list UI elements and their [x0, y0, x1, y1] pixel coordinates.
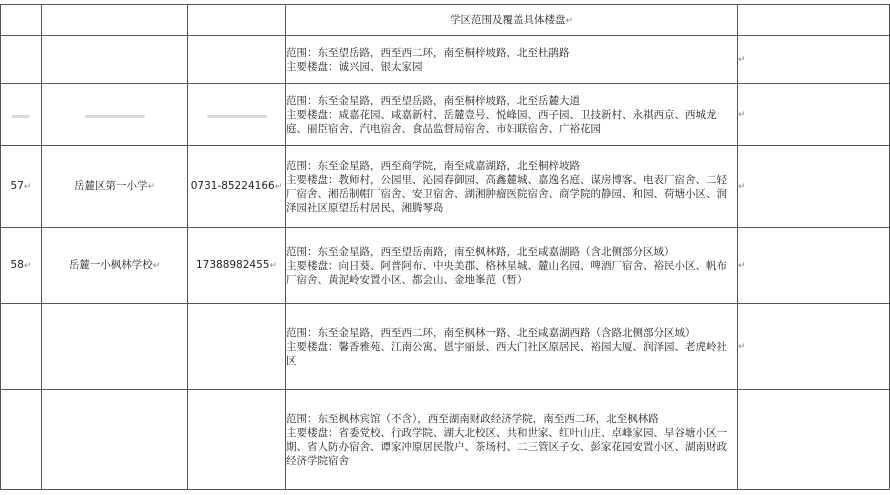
table-row — [1, 84, 890, 146]
note-cell: ↵ — [738, 36, 890, 84]
table-row — [1, 304, 890, 390]
estates-text: 主要楼盘：向日葵、阿普阿布、中央美郡、格林星城、麓山名园、啤酒厂宿舍、裕民小区、帆布厂宿舍、黄泥岭安置小区、都会山、金地峯范（暂） — [286, 259, 727, 286]
school-cell: 岳麓区第一小学↵ — [42, 146, 188, 228]
redacted-mark — [207, 115, 267, 118]
header-phone-cell — [188, 5, 286, 36]
phone-cell — [188, 84, 286, 146]
table-row — [1, 146, 890, 228]
phone-cell: 17388982455↵ — [188, 228, 286, 304]
phone-cell — [188, 304, 286, 390]
header-row — [1, 5, 890, 36]
note-cell — [738, 390, 890, 490]
range-text: 范围：东至金星路，西至商学院，南至咸嘉湖路，北至桐梓坡路 — [286, 159, 580, 172]
area-cell — [286, 36, 738, 84]
note-cell: ↵ — [738, 228, 890, 304]
note-cell: ↵ — [738, 84, 890, 146]
school-cell — [42, 390, 188, 490]
header-area-cell — [286, 5, 738, 36]
estates-text: 主要楼盘：省委党校、行政学院、湖大北校区、共和世家、红叶山庄、卓峰家园、早谷塘小区一期、省人防办宿舍、谭家冲原居民散户、茶场村、二三管区子女、彭家花园安置小区、湖南财政经济学院宿舍 — [286, 426, 727, 467]
header-area-title: 学区范围及覆盖具体楼盘 — [449, 13, 566, 26]
return-mark: ↵ — [565, 15, 574, 26]
note-cell: ↵ — [738, 304, 890, 390]
redacted-mark — [12, 115, 30, 118]
table-row — [1, 228, 890, 304]
header-num-cell — [1, 5, 42, 36]
school-district-table — [0, 4, 890, 490]
note-cell: ↵ — [738, 146, 890, 228]
estates-text: 主要楼盘：诚兴园、银太家园 — [286, 60, 423, 73]
range-text: 范围：东至望岳路，西至西二环，南至桐梓坡路，北至杜鹃路 — [286, 46, 570, 59]
area-cell — [286, 228, 738, 304]
area-cell — [286, 304, 738, 390]
table-row — [1, 36, 890, 84]
school-cell: 岳麓一小枫林学校↵ — [42, 228, 188, 304]
phone-cell — [188, 390, 286, 490]
school-cell — [42, 84, 188, 146]
phone-cell: 0731-85224166↵ — [188, 146, 286, 228]
num-cell — [1, 304, 42, 390]
range-text: 范围：东至金星路，西至西二环，南至枫林一路、北至咸嘉湖西路（含路北侧部分区域） — [286, 326, 696, 339]
num-cell — [1, 390, 42, 490]
num-cell: 58↵ — [1, 228, 42, 304]
area-cell — [286, 146, 738, 228]
num-cell: 57↵ — [1, 146, 42, 228]
header-school-cell — [42, 5, 188, 36]
num-cell — [1, 84, 42, 146]
header-note-cell — [738, 5, 890, 36]
table-row — [1, 390, 890, 490]
area-cell — [286, 390, 738, 490]
range-text: 范围：东至枫林宾馆（不含），西至湖南财政经济学院，南至西二环，北至枫林路 — [286, 412, 659, 425]
range-text: 范围：东至金星路，西至望岳南路，南至枫林路，北至咸嘉湖路（含北侧部分区域） — [286, 245, 675, 258]
num-cell — [1, 36, 42, 84]
estates-text: 主要楼盘：教师村，公园里、沁园春御园、高鑫麓城、嘉逸名庭、谋房博客、电表厂宿舍、二轻厂宿舍、湘岳制帽厂宿舍、安卫宿舍、湖湘肿瘤医院宿舍、商学院的静园、和园、荷塘小区、润泽园社区原望岳村居民、湘腾琴岛 — [286, 173, 727, 214]
estates-text: 主要楼盘：馨香雅苑、江南公寓、恩宇丽景、西大门社区原居民、裕园大厦、润泽园、老虎岭社区 — [286, 340, 727, 367]
estates-text: 主要楼盘：咸嘉花园、咸嘉新村、岳麓壹号、悦峰园、西子园、卫技新村、永祺西京、西城龙庭、丽臣宿舍、汽电宿舍、食品监督局宿舍、市妇联宿舍、广裕花园 — [286, 108, 717, 135]
school-cell — [42, 304, 188, 390]
range-text: 范围：东至金星路，西至望岳路，南至桐梓坡路，北至岳麓大道 — [286, 94, 580, 107]
school-cell — [42, 36, 188, 84]
phone-cell — [188, 36, 286, 84]
redacted-mark — [85, 115, 145, 118]
area-cell — [286, 84, 738, 146]
